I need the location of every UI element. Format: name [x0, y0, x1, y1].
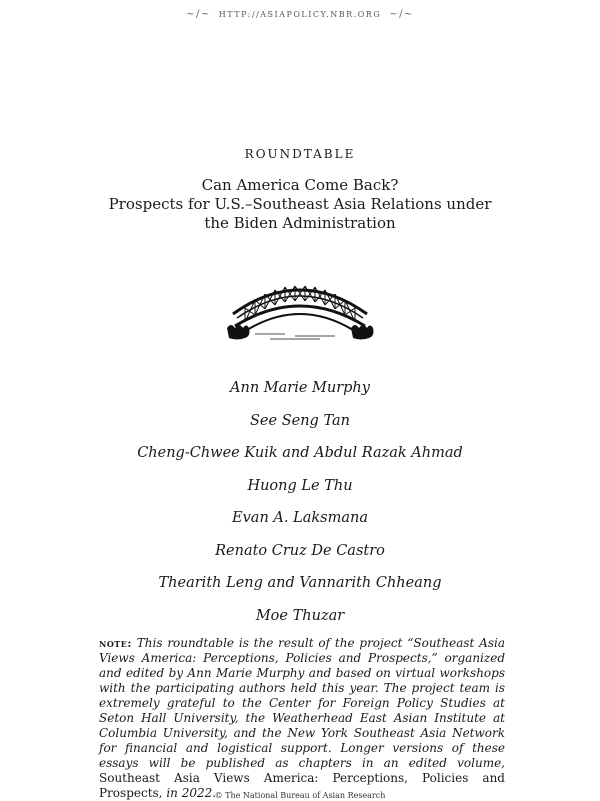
author-name: See Seng Tan: [250, 412, 350, 429]
author-name: Renato Cruz De Castro: [215, 542, 385, 559]
author-name: Ann Marie Murphy: [230, 380, 370, 396]
note-label: note:: [99, 637, 132, 650]
note-body: This roundtable is the result of the project “Southeast Asia Views America: Perceptions, Policies and Prospects,” organized and edited by Ann Marie Murphy and based on virtual workshops with the participating authors held this year. The project team is extremely grateful to the Center for Foreign Policy Studies at Seton Hall University, the Weatherhead East Asian Institute at Columbia University, and the New York Southeast Asia Network for financial and logistical support. Longer versions of these essays will be published as chapters in an edited volume,: [99, 636, 505, 770]
author-name: Evan A. Laksmana: [232, 510, 368, 526]
author-list: [0, 380, 600, 640]
volume-title: Southeast Asia Views America: Perceptions, Policies and Prospects,: [99, 771, 505, 800]
section-label: ROUNDTABLE: [244, 147, 356, 161]
note-tail: in 2022.: [166, 786, 217, 800]
title-line-2: Prospects for U.S.–Southeast Asia Relations under: [108, 195, 492, 213]
page-title: [0, 176, 600, 233]
author-name: Thearith Leng and Vannarith Chheang: [158, 575, 442, 591]
editorial-note: [99, 636, 505, 801]
title-line-1: Can America Come Back?: [201, 176, 399, 194]
header-url-line: [0, 9, 600, 20]
copyright-footer: © The National Bureau of Asian Research: [214, 791, 386, 800]
left-ornament: ~/~: [186, 9, 211, 20]
title-line-3: the Biden Administration: [204, 214, 396, 232]
right-ornament: ~/~: [389, 9, 414, 20]
bridge-illustration-icon: [225, 268, 375, 343]
author-name: Moe Thuzar: [255, 607, 345, 624]
author-name: Huong Le Thu: [247, 477, 353, 494]
journal-url[interactable]: HTTP://ASIAPOLICY.NBR.ORG: [218, 10, 382, 19]
author-name: Cheng-Chwee Kuik and Abdul Razak Ahmad: [137, 445, 463, 461]
